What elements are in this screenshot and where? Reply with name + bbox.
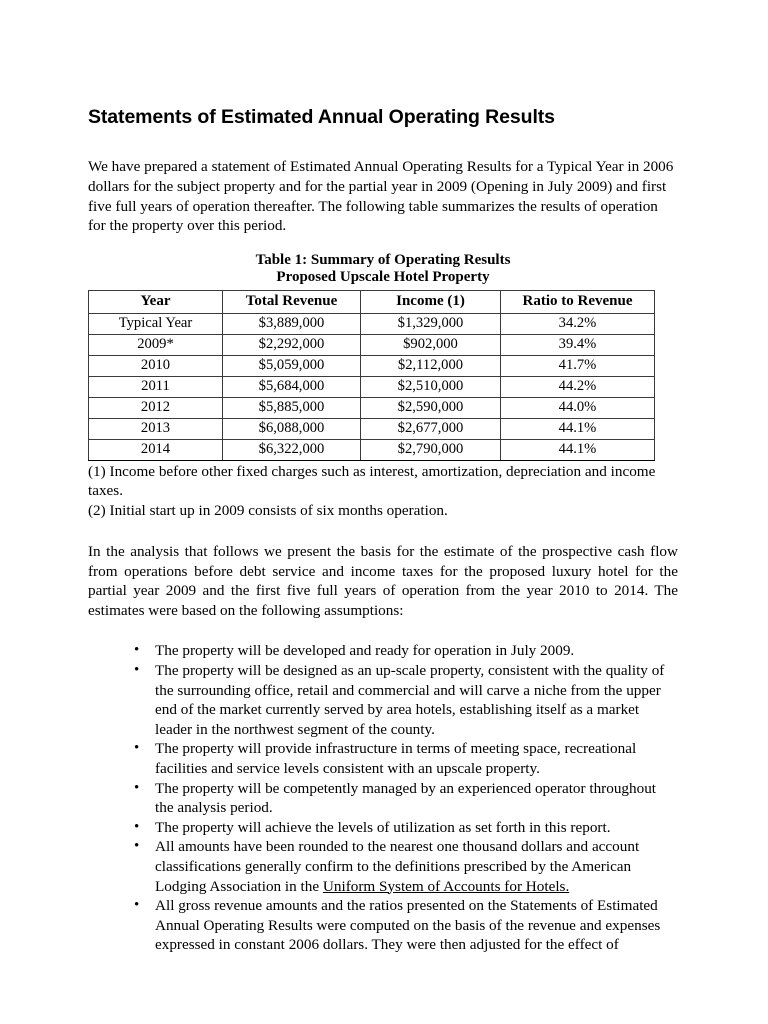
- cell-ratio: 44.2%: [501, 376, 655, 397]
- footnote-2: (2) Initial start up in 2009 consists of six months operation.: [88, 501, 448, 519]
- list-item: [88, 837, 678, 896]
- list-item: [88, 779, 678, 818]
- bullet-icon: •: [134, 642, 140, 659]
- cell-year: 2009*: [89, 334, 223, 355]
- column-header-total-revenue: Total Revenue: [223, 290, 361, 313]
- table-row: [89, 397, 655, 418]
- list-item: [88, 641, 678, 661]
- list-item-text: The property will be developed and ready for operation in July 2009.: [155, 642, 575, 660]
- list-item-text: The property will be competently managed by an experienced operator throughout the analysis period.: [155, 779, 657, 817]
- table-caption-line-1: Table 1: Summary of Operating Results: [255, 251, 511, 268]
- cell-total-revenue: $5,684,000: [223, 376, 361, 397]
- table-row: [89, 439, 655, 460]
- list-item-text: The property will provide infrastructure in terms of meeting space, recreational facilities and service levels consistent with an upscale property.: [155, 740, 637, 777]
- bullet-icon: •: [134, 662, 140, 678]
- table-row: [89, 334, 655, 355]
- list-item-text: All amounts have been rounded to the nearest one thousand dollars and account classifications generally confirm to the definitions prescribed by the American Lodging Association in the: [155, 838, 640, 895]
- list-item-text: All gross revenue amounts and the ratios presented on the Statements of Estimated Annual Operating Results were computed on the basis of the revenue and expenses expressed in constant 2006 dollars. They were then adjusted for the effect of: [155, 897, 661, 954]
- cell-income: $2,510,000: [361, 376, 501, 397]
- cell-year: Typical Year: [89, 313, 223, 334]
- cell-year: 2010: [89, 355, 223, 376]
- bullet-icon: •: [134, 779, 140, 796]
- intro-paragraph: We have prepared a statement of Estimated Annual Operating Results for a Typical Year in 2006 dollars for the subject property and for the partial year in 2009 (Opening in July 2009) and first five full years of operation thereafter. The following table summarizes the results of operation for the property over this period.: [88, 158, 674, 235]
- table-caption-line-2: Proposed Upscale Hotel Property: [276, 269, 490, 286]
- list-item-text: The property will achieve the levels of utilization as set forth in this report.: [155, 818, 611, 836]
- cell-income: $902,000: [361, 334, 501, 355]
- cell-ratio: 44.0%: [501, 397, 655, 418]
- cell-year: 2012: [89, 397, 223, 418]
- cell-ratio: 44.1%: [501, 418, 655, 439]
- cell-ratio: 34.2%: [501, 313, 655, 334]
- list-item: [88, 896, 678, 955]
- cell-total-revenue: $6,088,000: [223, 418, 361, 439]
- operating-results-table: [88, 290, 655, 461]
- list-item: [88, 818, 678, 838]
- bullet-icon: •: [134, 740, 140, 757]
- cell-income: $2,677,000: [361, 418, 501, 439]
- list-item: [88, 661, 678, 739]
- table-caption: [88, 236, 678, 287]
- list-item-text: The property will be designed as an up-scale property, consistent with the quality of the surrounding office, retail and commercial and will carve a niche from the upper end of the market currently served by area hotels, establishing itself as a market leader in the northwest segment of the county.: [155, 662, 665, 738]
- cell-year: 2014: [89, 439, 223, 460]
- cell-total-revenue: $5,885,000: [223, 397, 361, 418]
- table-row: [89, 355, 655, 376]
- cell-year: 2011: [89, 376, 223, 397]
- column-header-ratio: Ratio to Revenue: [501, 290, 655, 313]
- cell-total-revenue: $2,292,000: [223, 334, 361, 355]
- list-item: [88, 739, 678, 778]
- cell-ratio: 39.4%: [501, 334, 655, 355]
- cell-total-revenue: $3,889,000: [223, 313, 361, 334]
- cell-income: $2,590,000: [361, 397, 501, 418]
- table-header-row: [89, 290, 655, 313]
- table-footnotes: [88, 461, 678, 520]
- analysis-paragraph: In the analysis that follows we present the basis for the estimate of the prospective cash flow from operations before debt service and income taxes for the proposed luxury hotel for the partial year 2009 and the first five full years of operation from the year 2010 to 2014. The estimates were based on the following assumptions:: [88, 543, 678, 619]
- column-header-income: Income (1): [361, 290, 501, 313]
- document-body: [88, 0, 678, 955]
- bullet-icon: •: [134, 838, 140, 855]
- table-row: [89, 376, 655, 397]
- footnote-1: (1) Income before other fixed charges such as interest, amortization, depreciation and income taxes.: [88, 462, 656, 500]
- cell-income: $2,790,000: [361, 439, 501, 460]
- cell-income: $1,329,000: [361, 313, 501, 334]
- bullet-icon: •: [134, 818, 140, 835]
- cell-total-revenue: $6,322,000: [223, 439, 361, 460]
- cell-total-revenue: $5,059,000: [223, 355, 361, 376]
- publication-reference-link[interactable]: Uniform System of Accounts for Hotels.: [322, 877, 570, 895]
- page-title: Statements of Estimated Annual Operating Results: [88, 106, 555, 128]
- cell-ratio: 41.7%: [501, 355, 655, 376]
- cell-ratio: 44.1%: [501, 439, 655, 460]
- cell-year: 2013: [89, 418, 223, 439]
- assumptions-list: [88, 620, 678, 955]
- table-row: [89, 418, 655, 439]
- column-header-year: Year: [89, 290, 223, 313]
- cell-income: $2,112,000: [361, 355, 501, 376]
- bullet-icon: •: [134, 897, 140, 914]
- table-row: [89, 313, 655, 334]
